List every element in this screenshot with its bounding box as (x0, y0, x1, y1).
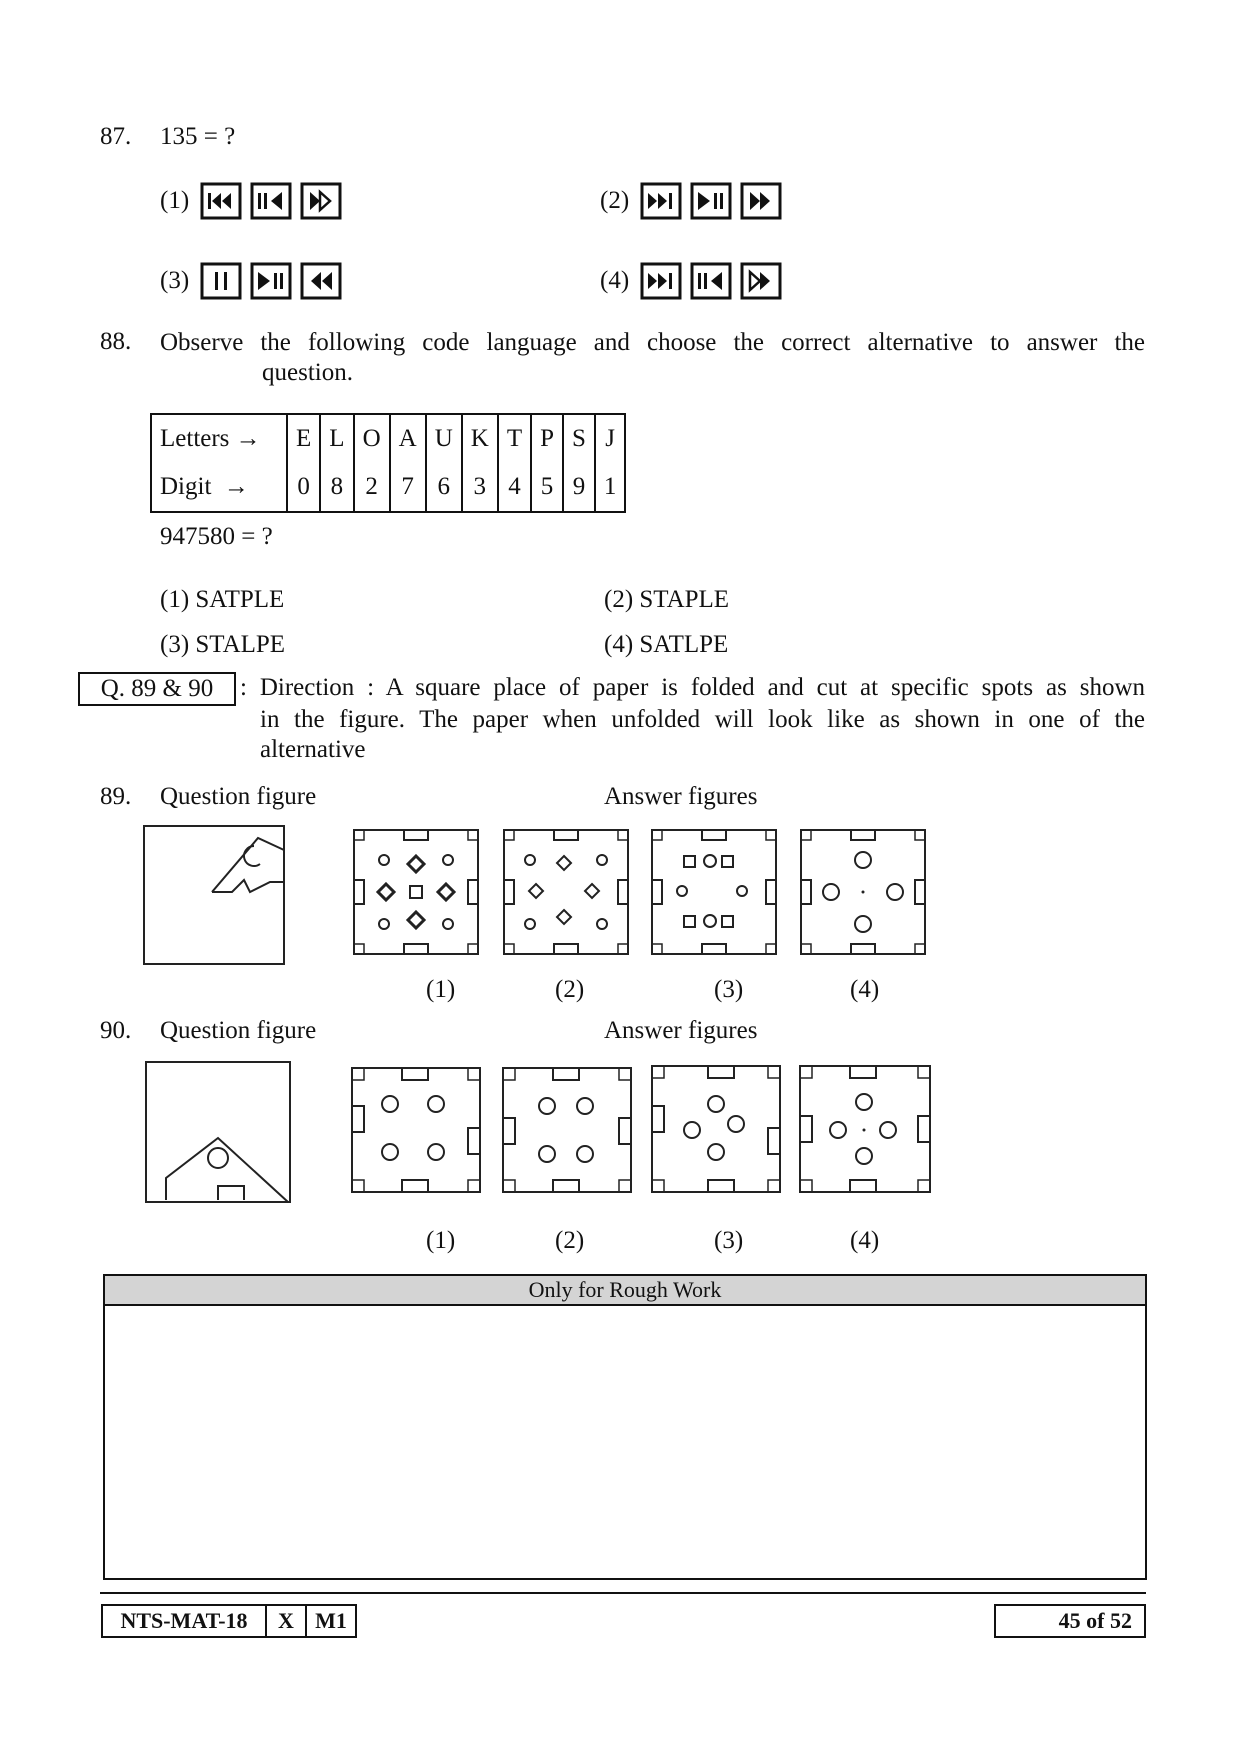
q90-number: 90. (100, 1017, 132, 1044)
footer-class: X (265, 1604, 307, 1638)
q90-label-4: (4) (850, 1227, 880, 1254)
q90-answer-figure-2[interactable] (497, 1062, 637, 1198)
q89-question-figure (140, 822, 290, 968)
option-text: STAPLE (639, 586, 730, 613)
code-table (150, 413, 626, 513)
play-pause-icon (689, 180, 733, 222)
q90-answer-figure-1[interactable] (346, 1062, 486, 1198)
q87-question: 135 = ? (160, 123, 236, 150)
option-label: (3) (160, 631, 190, 658)
q87-option-4[interactable] (600, 260, 789, 302)
q89-answer-figure-4[interactable] (795, 824, 931, 960)
q89-label-3: (3) (714, 976, 744, 1003)
option-label: (4) (604, 631, 634, 658)
digit-cell: 5 (531, 463, 563, 511)
q87-option-2[interactable] (600, 180, 789, 222)
option-text: SATLPE (639, 631, 729, 658)
q87-option-3[interactable] (160, 260, 349, 302)
option-text: SATPLE (195, 586, 285, 613)
q87-number: 87. (100, 123, 132, 150)
q88-number: 88. (100, 328, 132, 355)
skip-back-icon (199, 180, 243, 222)
q89-answer-figure-1[interactable] (348, 824, 484, 960)
digit-cell: 6 (426, 463, 462, 511)
pause-back-icon (249, 180, 293, 222)
q89-number: 89. (100, 783, 132, 810)
letter-cell: K (462, 415, 498, 463)
play-pause-icon (249, 260, 293, 302)
q88-option-3[interactable] (160, 630, 285, 660)
direction-line3: alternative (260, 736, 366, 763)
option-label: (1) (160, 187, 190, 214)
q88-code: 947580 = ? (160, 523, 273, 550)
q88-option-4[interactable] (604, 630, 728, 660)
q90-question-figure (142, 1058, 294, 1206)
q90-answer-figure-4[interactable] (794, 1060, 936, 1198)
q88-option-2[interactable] (604, 585, 729, 615)
option-label: (4) (600, 267, 630, 294)
q89-label-1: (1) (426, 976, 456, 1003)
q90-answer-label: Answer figures (604, 1017, 758, 1044)
q90-question-label: Question figure (160, 1017, 317, 1044)
rough-work-title: Only for Rough Work (105, 1276, 1145, 1306)
pause-icon (199, 260, 243, 302)
fast-forward-icon (739, 260, 783, 302)
letters-row (152, 415, 624, 463)
option-label: (2) (600, 187, 630, 214)
digit-cell: 4 (498, 463, 531, 511)
digits-row (152, 463, 624, 511)
fast-forward-icon (739, 180, 783, 222)
q89-label-2: (2) (555, 976, 585, 1003)
footer-paper-code: NTS-MAT-18 (101, 1604, 267, 1638)
letter-cell: U (426, 415, 462, 463)
pause-back-icon (689, 260, 733, 302)
digit-cell: 0 (287, 463, 320, 511)
q90-label-3: (3) (714, 1227, 744, 1254)
letter-cell: A (390, 415, 426, 463)
digit-cell: 8 (320, 463, 353, 511)
fast-forward-icon (299, 180, 343, 222)
letters-header: Letters → (160, 425, 261, 452)
option-label: (1) (160, 586, 190, 613)
letter-cell: E (287, 415, 320, 463)
skip-forward-icon (639, 260, 683, 302)
option-text: STALPE (195, 631, 286, 658)
letter-cell: L (320, 415, 353, 463)
q88-option-1[interactable] (160, 585, 284, 615)
digit-cell: 7 (390, 463, 426, 511)
footer-page-number: 45 of 52 (994, 1604, 1146, 1638)
q88-question-line1: Observe the following code language and choose the correct alternative to answer the (160, 329, 1145, 356)
letter-cell: P (531, 415, 563, 463)
q87-option-1[interactable] (160, 180, 349, 222)
digit-cell: 2 (354, 463, 390, 511)
option-label: (3) (160, 267, 190, 294)
footer-divider (100, 1592, 1146, 1594)
q90-answer-figure-3[interactable] (646, 1060, 786, 1198)
direction-line1: : Direction : A square place of paper is folded and cut at specific spots as shown (240, 674, 1145, 701)
direction-line2: in the figure. The paper when unfolded will look like as shown in one of the (260, 706, 1145, 733)
digit-cell: 9 (563, 463, 595, 511)
q89-question-label: Question figure (160, 783, 317, 810)
q89-answer-figure-3[interactable] (646, 824, 782, 960)
letter-cell: T (498, 415, 531, 463)
rewind-icon (299, 260, 343, 302)
q90-label-1: (1) (426, 1227, 456, 1254)
q90-label-2: (2) (555, 1227, 585, 1254)
q89-label-4: (4) (850, 976, 880, 1003)
q89-answer-label: Answer figures (604, 783, 758, 810)
footer-medium: M1 (305, 1604, 357, 1638)
rough-work-box[interactable] (103, 1274, 1147, 1580)
skip-forward-icon (639, 180, 683, 222)
letter-cell: J (595, 415, 625, 463)
letter-cell: O (354, 415, 390, 463)
footer-code-group (101, 1604, 357, 1638)
digits-header: Digit → (160, 473, 249, 500)
direction-tag: Q. 89 & 90 (78, 672, 236, 706)
digit-cell: 1 (595, 463, 625, 511)
option-label: (2) (604, 586, 634, 613)
q88-question-line2: question. (262, 359, 353, 386)
letter-cell: S (563, 415, 595, 463)
digit-cell: 3 (462, 463, 498, 511)
q89-answer-figure-2[interactable] (498, 824, 634, 960)
